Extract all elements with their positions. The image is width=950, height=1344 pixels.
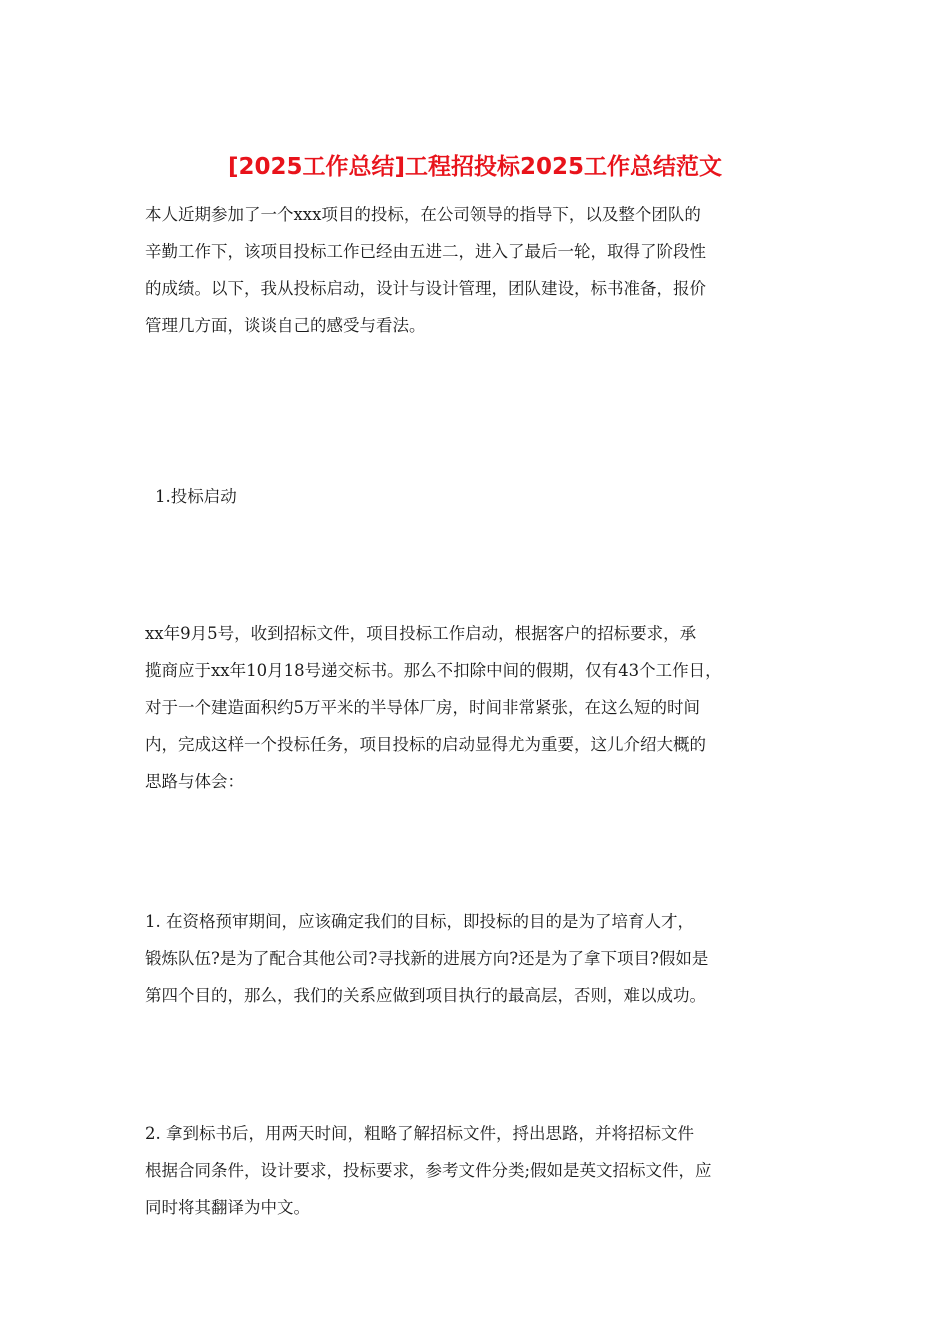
- list-item-2: [145, 1115, 815, 1226]
- list-item-1-line: 第四个目的，那么，我们的关系应做到项目执行的最高层，否则，难以成功。: [145, 986, 706, 1005]
- intro-line: 的成绩。以下，我从投标启动，设计与设计管理，团队建设，标书准备，报价: [145, 279, 706, 298]
- list-item-2-line: 同时将其翻译为中文。: [145, 1198, 310, 1217]
- schedule-line: 思路与体会：: [145, 772, 244, 791]
- intro-line: 管理几方面，谈谈自己的感受与看法。: [145, 316, 426, 335]
- list-item-2-line: 2. 拿到标书后，用两天时间，粗略了解招标文件，捋出思路，并将招标文件: [145, 1124, 694, 1143]
- schedule-line: 对于一个建造面积约5万平米的半导体厂房，时间非常紧张，在这么短的时间: [145, 698, 700, 717]
- schedule-line: xx年9月5号，收到招标文件，项目投标工作启动，根据客户的招标要求，承: [145, 624, 697, 643]
- list-item-1-line: 锻炼队伍?是为了配合其他公司?寻找新的进展方向?还是为了拿下项目?假如是: [145, 949, 709, 968]
- intro-line: 本人近期参加了一个xxx项目的投标，在公司领导的指导下，以及整个团队的: [145, 205, 701, 224]
- schedule-paragraph: [145, 615, 815, 800]
- schedule-line: 内，完成这样一个投标任务，项目投标的启动显得尤为重要，这儿介绍大概的: [145, 735, 706, 754]
- schedule-line: 揽商应于xx年10月18号递交标书。那么不扣除中间的假期，仅有43个工作日，: [145, 661, 722, 680]
- list-item-1: [145, 903, 815, 1014]
- list-item-1-line: 1. 在资格预审期间，应该确定我们的目标，即投标的目的是为了培育人才，: [145, 912, 694, 931]
- document-title: [2025工作总结]工程招投标2025工作总结范文: [227, 154, 723, 180]
- section-heading-bid-start: 1.投标启动: [155, 487, 237, 506]
- intro-line: 辛勤工作下，该项目投标工作已经由五进二，进入了最后一轮，取得了阶段性: [145, 242, 706, 261]
- intro-paragraph: [145, 196, 815, 344]
- list-item-2-line: 根据合同条件，设计要求，投标要求，参考文件分类;假如是英文招标文件，应: [145, 1161, 712, 1180]
